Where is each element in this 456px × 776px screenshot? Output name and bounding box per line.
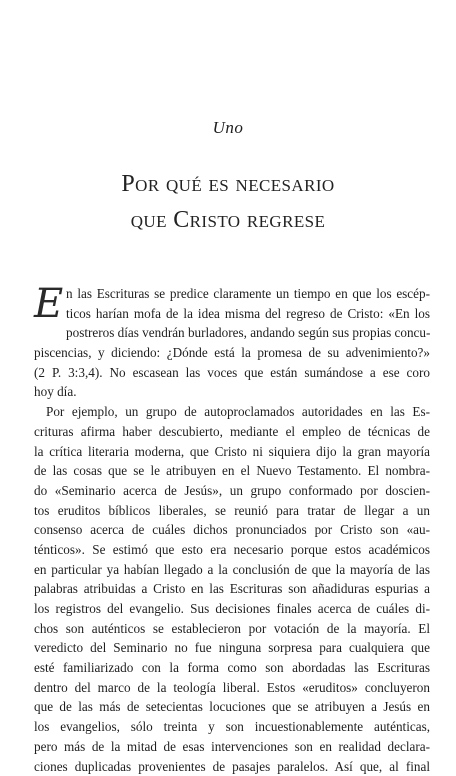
text-line: palabras atribuidas a Cristo en las Escrituras son añadiduras espurias a xyxy=(34,579,430,599)
text-line: que de las más de setecientas locuciones que se atribuyen a Jesús en xyxy=(34,697,430,717)
text-line: de las cosas que se le atribuyen en el Nuevo Testamento. El nombra- xyxy=(34,461,430,481)
body-text xyxy=(34,284,430,776)
chapter-title xyxy=(0,166,456,238)
text-line: Por ejemplo, un grupo de autoproclamados autoridades en las Es- xyxy=(34,402,430,422)
text-line: en particular ya habían llegado a la conclusión de que la mayoría de las xyxy=(34,560,430,580)
text-line: do «Seminario acerca de Jesús», un grupo conformado por doscien- xyxy=(34,481,430,501)
text-line: pero más de la mitad de esas intervenciones son en realidad declara- xyxy=(34,737,430,757)
text-line: n las Escrituras se predice claramente un tiempo en que los escép- xyxy=(66,284,430,304)
text-line: tos eruditos bíblicos liberales, se reunió para tratar de llegar a un xyxy=(34,501,430,521)
text-line: esté familiarizado con la forma como son abordadas las Escrituras xyxy=(34,658,430,678)
chapter-title-line-2: que Cristo regrese xyxy=(0,202,456,238)
text-line: (2 P. 3:3,4). No escasean las voces que están sumándose a ese coro xyxy=(34,363,430,383)
text-line: los evangelios, sólo treinta y son incuestionablemente auténticas, xyxy=(34,717,430,737)
text-line: consenso acerca de cuáles dichos pronunciados por Cristo son «au- xyxy=(34,520,430,540)
paragraph-2 xyxy=(34,402,430,776)
text-line: los registros del evangelio. Sus decisiones finales acerca de cuáles di- xyxy=(34,599,430,619)
paragraph-1 xyxy=(34,284,430,402)
text-line: ticos harían mofa de la idea misma del regreso de Cristo: «En los xyxy=(66,304,430,324)
text-line: veredicto del Seminario no fue ninguna sorpresa para cualquiera que xyxy=(34,638,430,658)
text-line: piscencias, y diciendo: ¿Dónde está la promesa de su advenimiento?» xyxy=(34,343,430,363)
text-line: chos son auténticos se establecieron por votación de la mayoría. El xyxy=(34,619,430,639)
text-line: crituras afirma haber descubierto, mediante el empleo de técnicas de xyxy=(34,422,430,442)
text-line: ciones duplicadas provenientes de pasajes paralelos. Así que, al final xyxy=(34,757,430,776)
text-line: postreros días vendrán burladores, andando según sus propias concu- xyxy=(66,323,430,343)
text-line: hoy día. xyxy=(34,382,430,402)
text-line: ténticos». Se estimó que esto era necesario porque estos académicos xyxy=(34,540,430,560)
text-line: dentro del marco de la teología liberal. Estos «eruditos» concluyeron xyxy=(34,678,430,698)
chapter-title-line-1: Por qué es necesario xyxy=(0,166,456,202)
drop-cap: E xyxy=(34,286,66,324)
chapter-number: Uno xyxy=(0,118,456,138)
text-line: la crítica literaria moderna, que Cristo ni siquiera dijo la gran mayoría xyxy=(34,442,430,462)
